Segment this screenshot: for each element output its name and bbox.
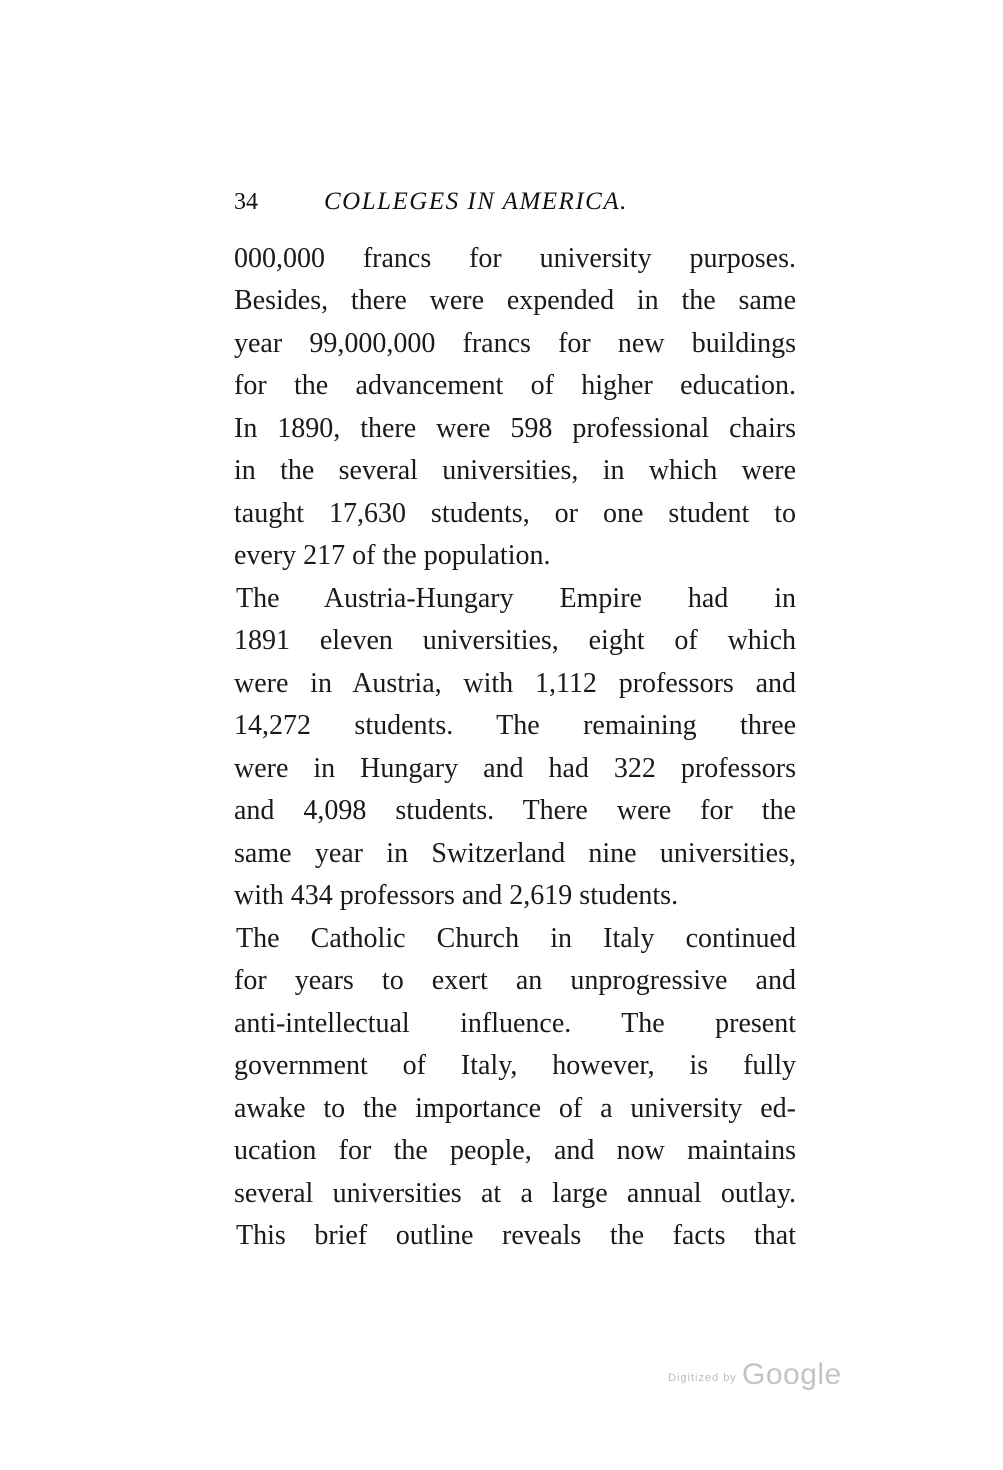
paragraph-first-line [234,918,796,960]
running-title: COLLEGES IN AMERICA. [324,188,628,215]
text-line: for the advancement of higher education. [234,370,796,401]
digitized-watermark [668,1358,868,1398]
text-line: anti-intellectual influence. The present [234,1008,796,1039]
text-line: several universities at a large annual outlay. [234,1178,796,1209]
text-line: 000,000 francs for university purposes. [234,243,796,274]
text-line: This brief outline reveals the facts that [236,1220,796,1251]
text-line: 1891 eleven universities, eight of which [234,625,796,656]
text-line: and 4,098 students. There were for the [234,795,796,826]
text-line: The Austria-Hungary Empire had in [236,583,796,614]
text-line: The Catholic Church in Italy continued [236,923,796,954]
text-line: were in Hungary and had 322 professors [234,753,796,784]
paragraph-first-line [234,578,796,620]
text-line: taught 17,630 students, or one student to [234,498,796,529]
text-line: were in Austria, with 1,112 professors and [234,668,796,699]
text-line: for years to exert an unprogressive and [234,965,796,996]
text-line: in the several universities, in which were [234,455,796,486]
text-line: same year in Switzerland nine universities, [234,838,796,869]
page-number: 34 [234,189,258,215]
text-line: with 434 professors and 2,619 students. [234,880,679,911]
text-line: year 99,000,000 francs for new buildings [234,328,796,359]
google-logo-icon: Google [742,1358,842,1391]
watermark-prefix: Digitized by [668,1372,737,1384]
text-line: every 217 of the population. [234,540,551,571]
text-line: ucation for the people, and now maintains [234,1135,796,1166]
running-head [234,186,794,218]
text-line: Besides, there were expended in the same [234,285,796,316]
paragraph-first-line [234,1215,796,1257]
text-line: In 1890, there were 598 professional chairs [234,413,796,444]
text-line: 14,272 students. The remaining three [234,710,796,741]
text-line: awake to the importance of a university ed- [234,1093,796,1124]
text-line: government of Italy, however, is fully [234,1050,796,1081]
